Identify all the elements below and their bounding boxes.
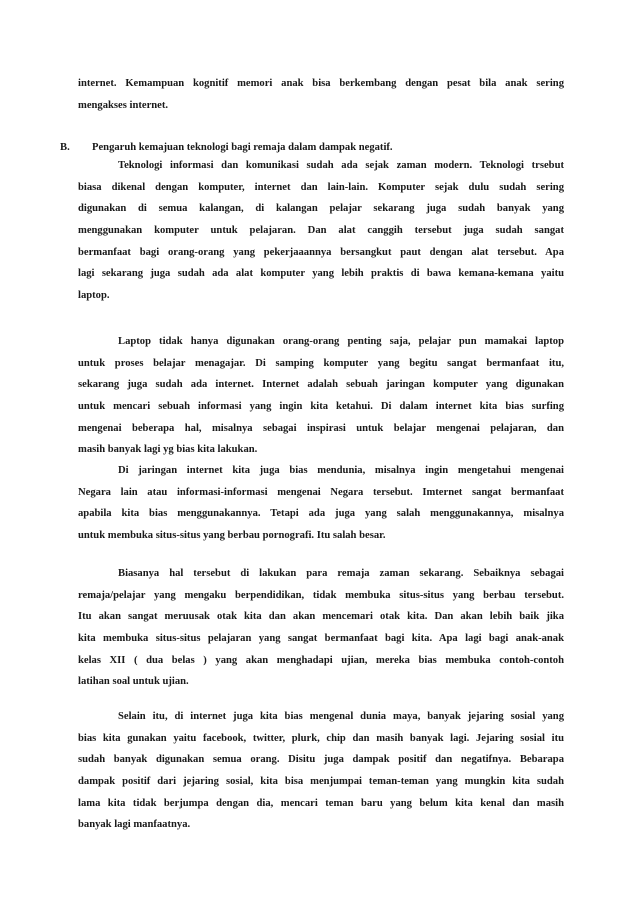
text-line: Teknologi informasi dan komunikasi sudah ada sejak zaman modern. Teknologi trsebut	[118, 160, 564, 171]
text-line: Negara lain atau informasi-informasi mengenai Negara tersebut. Imternet sangat bermanfaat	[78, 486, 564, 498]
text-line: digunakan di semua kalangan, di kalangan pelajar sekarang juga sudah banyak yang	[78, 203, 564, 215]
text-line: masih banyak lagi yg bias kita lakukan.	[78, 444, 258, 456]
text-line: biasa dikenal dengan komputer, internet dan lain-lain. Komputer sejak dulu sudah sering	[78, 181, 564, 193]
text-line: untuk membuka situs-situs yang berbau pornografi. Itu salah besar.	[78, 530, 386, 542]
paragraph-1	[78, 155, 564, 307]
text-line: Laptop tidak hanya digunakan orang-orang penting saja, pelajar pun mamakai laptop	[118, 336, 564, 347]
text-line: sekarang juga sudah ada internet. Internet adalah sebuah jaringan komputer yang digunakan	[78, 379, 564, 391]
text-line: apabila kita bias menggunakannya. Tetapi ada juga yang salah menggunakannya, misalnya	[78, 508, 564, 520]
intro-paragraph	[78, 73, 564, 116]
section-title: Pengaruh kemajuan teknologi bagi remaja dalam dampak negatif.	[92, 142, 393, 153]
text-line: untuk mencari sebuah informasi yang ingin kita ketahui. Di dalam internet kita bias surfing	[78, 401, 564, 413]
text-line: Itu akan sangat meruusak otak kita dan akan mencemari otak kita. Dan akan lebih baik jika	[78, 611, 564, 623]
text-line: latihan soal untuk ujian.	[78, 676, 189, 688]
text-line: mengenai beberapa hal, misalnya sebagai inspirasi untuk belajar mengenai pelajaran, dan	[78, 422, 564, 434]
text-line: sudah banyak digunakan semua orang. Disitu juga dampak positif dan negatifnya. Bebarapa	[78, 754, 564, 766]
text-line: mengakses internet.	[78, 99, 169, 111]
paragraph-5	[78, 706, 564, 836]
text-line: lagi sekarang juga sudah ada alat komputer yang lebih praktis di bawa kemana-kemana yaitu	[78, 268, 564, 280]
text-line: bermanfaat bagi orang-orang yang pekerjaaannya bersangkut paut dengan alat tersebut. Apa	[78, 246, 564, 258]
text-line: menggunakan komputer untuk pelajaran. Dan alat canggih tersebut juga sudah sangat	[78, 225, 564, 237]
text-line: kita membuka situs-situs pelajaran yang sangat bermanfaat bagi kita. Apa lagi bagi anak-anak	[78, 633, 564, 645]
paragraph-2	[78, 331, 564, 461]
text-line: banyak lagi manfaatnya.	[78, 819, 191, 831]
text-line: dampak positif dari jejaring sosial, kita bisa menjumpai teman-teman yang mungkin kita sudah	[78, 776, 564, 788]
text-line: remaja/pelajar yang mengaku berpendidikan, tidak membuka situs-situs yang berbau tersebut.	[78, 589, 564, 601]
text-line: untuk proses belajar menagajar. Di samping komputer yang begitu sangat bermanfaat itu,	[78, 357, 564, 369]
paragraph-4	[78, 563, 564, 693]
text-line: Biasanya hal tersebut di lakukan para remaja zaman sekarang. Sebaiknya sebagai	[118, 568, 564, 579]
text-line: bias kita gunakan yaitu facebook, twitter, plurk, chip dan masih banyak lagi. Jejaring sosial itu	[78, 732, 564, 744]
paragraph-3	[78, 460, 564, 547]
text-line: internet. Kemampuan kognitif memori anak bisa berkembang dengan pesat bila anak sering	[78, 78, 564, 89]
text-line: kelas XII ( dua belas ) yang akan menghadapi ujian, mereka bias membuka contoh-contoh	[78, 654, 564, 666]
section-letter: B.	[60, 142, 70, 153]
text-line: laptop.	[78, 290, 110, 302]
text-line: Selain itu, di internet juga kita bias mengenal dunia maya, banyak jejaring sosial yang	[118, 711, 564, 722]
text-line: lama kita tidak berjumpa dengan dia, mencari teman baru yang belum kita kenal dan masih	[78, 797, 564, 809]
text-line: Di jaringan internet kita juga bias mendunia, misalnya ingin mengetahui mengenai	[118, 465, 564, 476]
